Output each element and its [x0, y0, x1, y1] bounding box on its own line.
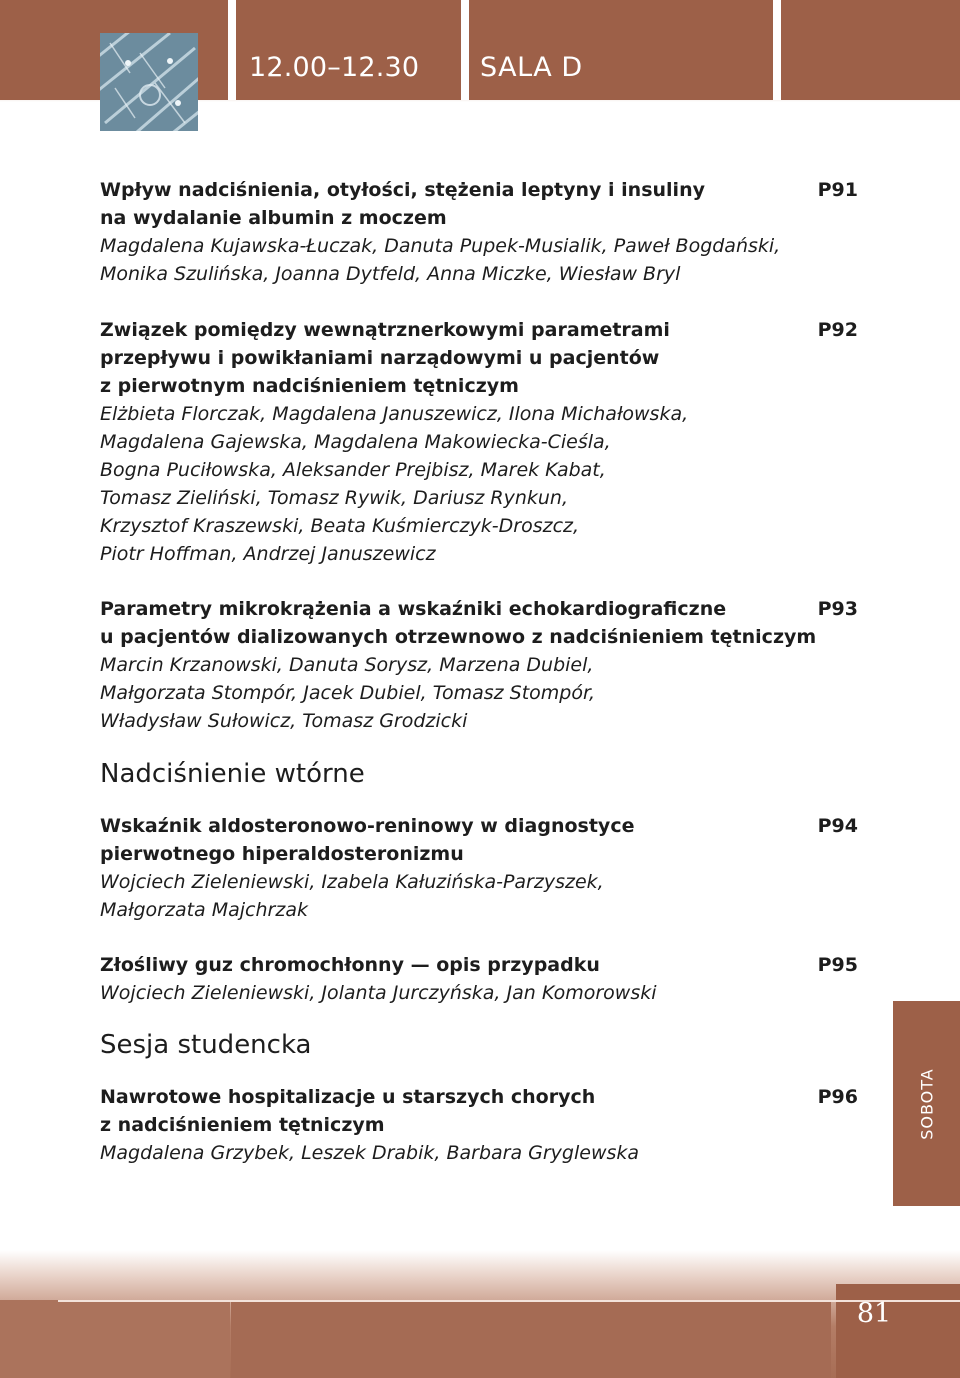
footer-panel — [231, 1300, 831, 1378]
footer-rule — [58, 1300, 960, 1302]
entry-authors: Elżbieta Florczak, Magdalena Januszewicz, Ilona Michałowska, Magdalena Gajewska, Magdalena Makowiecka-Cieśla, Bogna Puciłowska, Aleksander Prejbisz, Marek Kabat, Tomasz Zieliński, Tomasz Rywik, Dariusz Rynkun, Krzysztof Kraszewski, Beata Kuśmierczyk-Droszcz, Piotr Hoffman, Andrzej Januszewicz — [100, 403, 689, 565]
entry-authors: Wojciech Zieleniewski, Izabela Kałuzińska-Parzyszek, Małgorzata Majchrzak — [100, 871, 604, 921]
section-heading-student: Sesja studencka — [100, 1030, 312, 1060]
entry-code: P96 — [817, 1086, 858, 1108]
entry-authors: Marcin Krzanowski, Danuta Sorysz, Marzena Dubiel, Małgorzata Stompór, Jacek Dubiel, Tomasz Stompór, Władysław Sułowicz, Tomasz Grodzicki — [100, 654, 596, 732]
program-entry-p93 — [100, 595, 860, 735]
program-entry-p94 — [100, 812, 860, 924]
page-number: 81 — [856, 1298, 892, 1329]
entry-title: Parametry mikrokrążenia a wskaźniki echokardiograficzne u pacjentów dializowanych otrzewnowo z nadciśnieniem tętniczym — [100, 598, 817, 648]
entry-authors: Magdalena Grzybek, Leszek Drabik, Barbara Gryglewska — [100, 1142, 640, 1164]
conference-logo-image — [100, 33, 198, 131]
logo-pattern-icon — [100, 33, 198, 131]
session-time: 12.00–12.30 — [249, 52, 420, 83]
entry-title: Nawrotowe hospitalizacje u starszych chorych z nadciśnieniem tętniczym — [100, 1086, 596, 1136]
header-divider — [461, 0, 469, 100]
entry-code: P94 — [817, 815, 858, 837]
entry-title: Złośliwy guz chromochłonny — opis przypadku — [100, 954, 600, 976]
entry-title: Związek pomiędzy wewnątrznerkowymi parametrami przepływu i powikłaniami narządowymi u pacjentów z pierwotnym nadciśnieniem tętniczym — [100, 319, 670, 397]
header-divider — [773, 0, 781, 100]
entry-code: P95 — [817, 954, 858, 976]
entry-authors: Magdalena Kujawska-Łuczak, Danuta Pupek-Musialik, Paweł Bogdański, Monika Szulińska, Joanna Dytfeld, Anna Miczke, Wiesław Bryl — [100, 235, 781, 285]
header-panel-room — [468, 0, 773, 100]
entry-title: Wpływ nadciśnienia, otyłości, stężenia leptyny i insuliny na wydalanie albumin z moczem — [100, 179, 705, 229]
program-entry-p91 — [100, 176, 860, 288]
entry-code: P92 — [817, 319, 858, 341]
day-side-tab — [893, 1001, 960, 1206]
entry-title: Wskaźnik aldosteronowo-reninowy w diagnostyce pierwotnego hiperaldosteronizmu — [100, 815, 635, 865]
header-panel-time — [236, 0, 461, 100]
entry-code: P93 — [817, 598, 858, 620]
entry-authors: Wojciech Zieleniewski, Jolanta Jurczyńska, Jan Komorowski — [100, 982, 657, 1004]
program-entry-p95 — [100, 951, 860, 1007]
program-entry-p92 — [100, 316, 860, 568]
footer-panel — [0, 1300, 230, 1378]
header-divider — [228, 0, 236, 100]
program-entry-p96 — [100, 1083, 860, 1167]
day-label: SOBOTA — [917, 1067, 936, 1140]
header-panel — [781, 0, 960, 100]
session-room: SALA D — [480, 52, 583, 83]
entry-code: P91 — [817, 179, 858, 201]
section-heading-secondary: Nadciśnienie wtórne — [100, 759, 365, 789]
